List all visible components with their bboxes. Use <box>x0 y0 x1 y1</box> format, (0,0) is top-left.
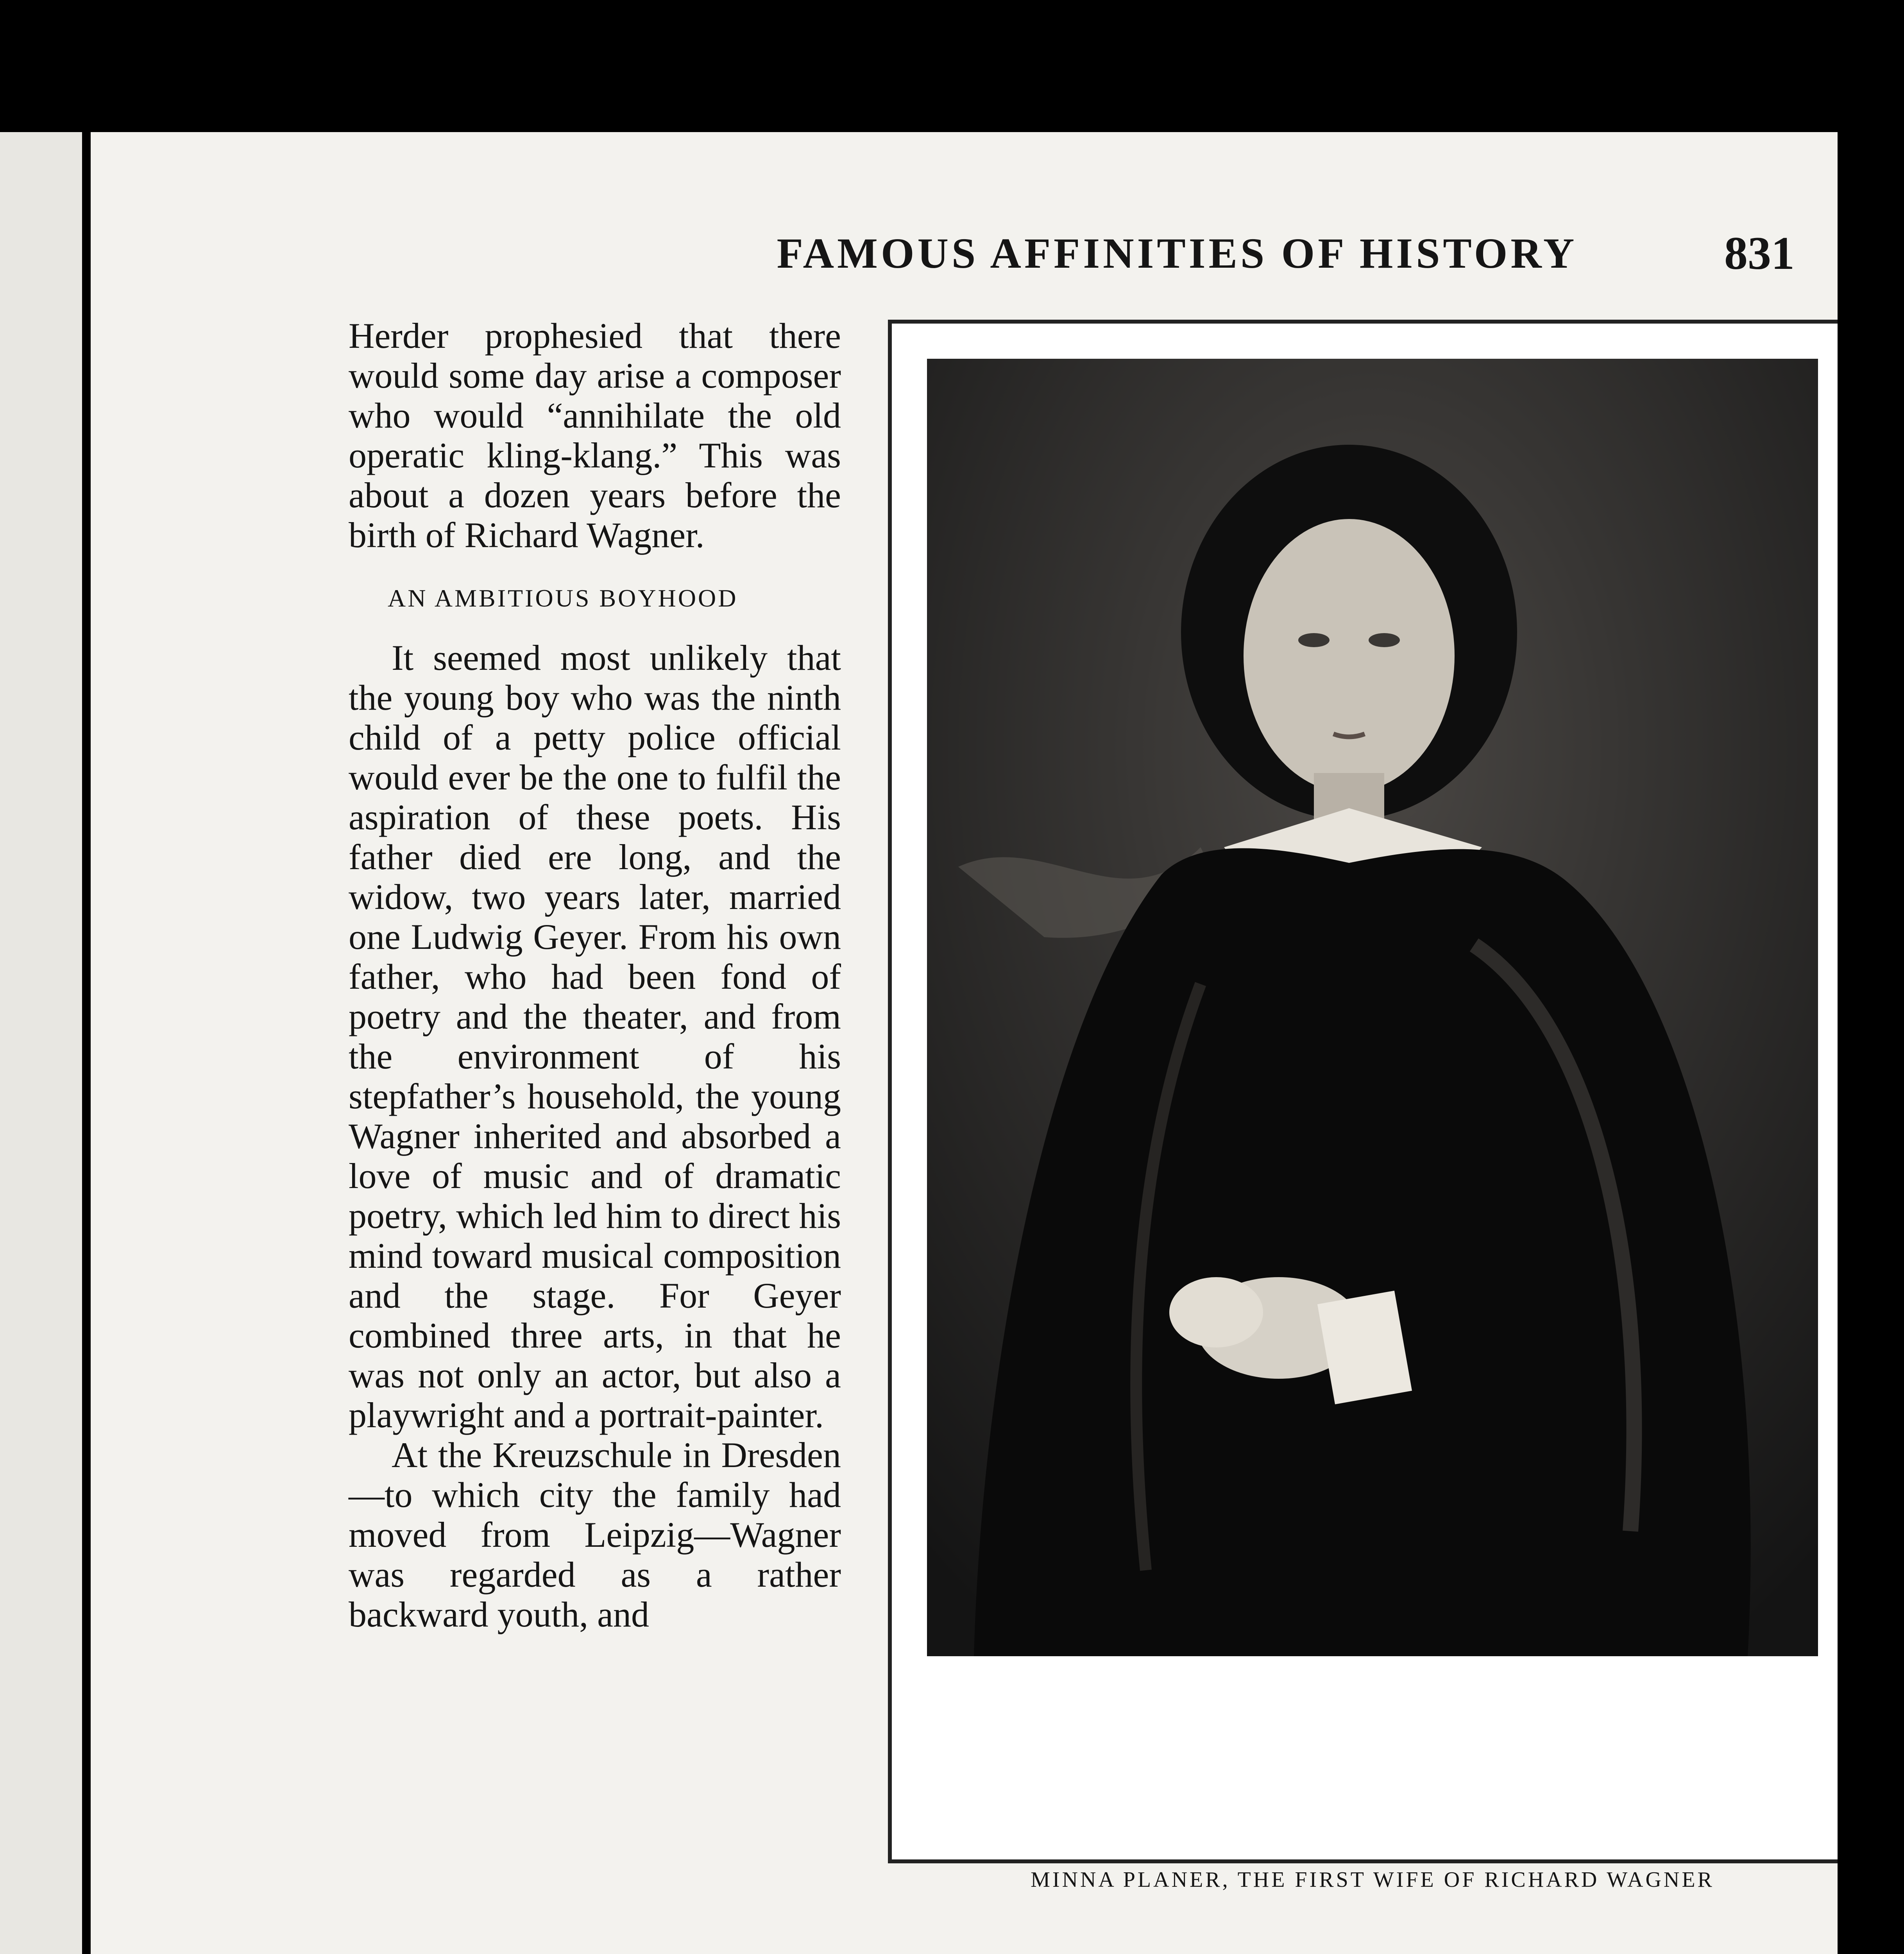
running-title: FAMOUS AFFINITIES OF HISTORY <box>777 229 1578 277</box>
portrait-image <box>927 359 1818 1656</box>
paragraph-kreuzschule: At the Kreuzschule in Dresden—to which city the family had moved from Leipzig—Wagner was regarded as a rather backward youth, and <box>349 1435 841 1634</box>
portrait-photo <box>927 359 1818 1656</box>
previous-page-edge <box>0 132 82 1954</box>
section-subheading: AN AMBITIOUS BOYHOOD <box>388 584 738 612</box>
paragraph-boyhood: It seemed most unlikely that the young boy who was the ninth child of a petty police official would ever be the one to fulfil the aspiration of these poets. His father died ere long, and the widow, two years later, married one Ludwig Geyer. From his own father, who had been fond of poetry and the theater, and from the environment of his stepfather’s household, the young Wagner inherited and absorbed a love of music and of dramatic poetry, which led him to direct his mind toward musical composition and the stage. For Geyer combined three arts, in that he was not only an actor, but also a playwright and a portrait-painter. <box>349 638 841 1435</box>
portrait-caption: MINNA PLANER, THE FIRST WIFE OF RICHARD WAGNER <box>1031 1868 1714 1892</box>
page-number: 831 <box>1724 227 1795 279</box>
left-column-top <box>349 316 841 1634</box>
magazine-page <box>91 132 1838 1954</box>
paragraph-herder: Herder prophesied that there would some day arise a composer who would “annihilate the old operatic kling-klang.” This was about a dozen years before the birth of Richard Wagner. <box>349 316 841 555</box>
portrait-frame <box>888 320 1838 1863</box>
